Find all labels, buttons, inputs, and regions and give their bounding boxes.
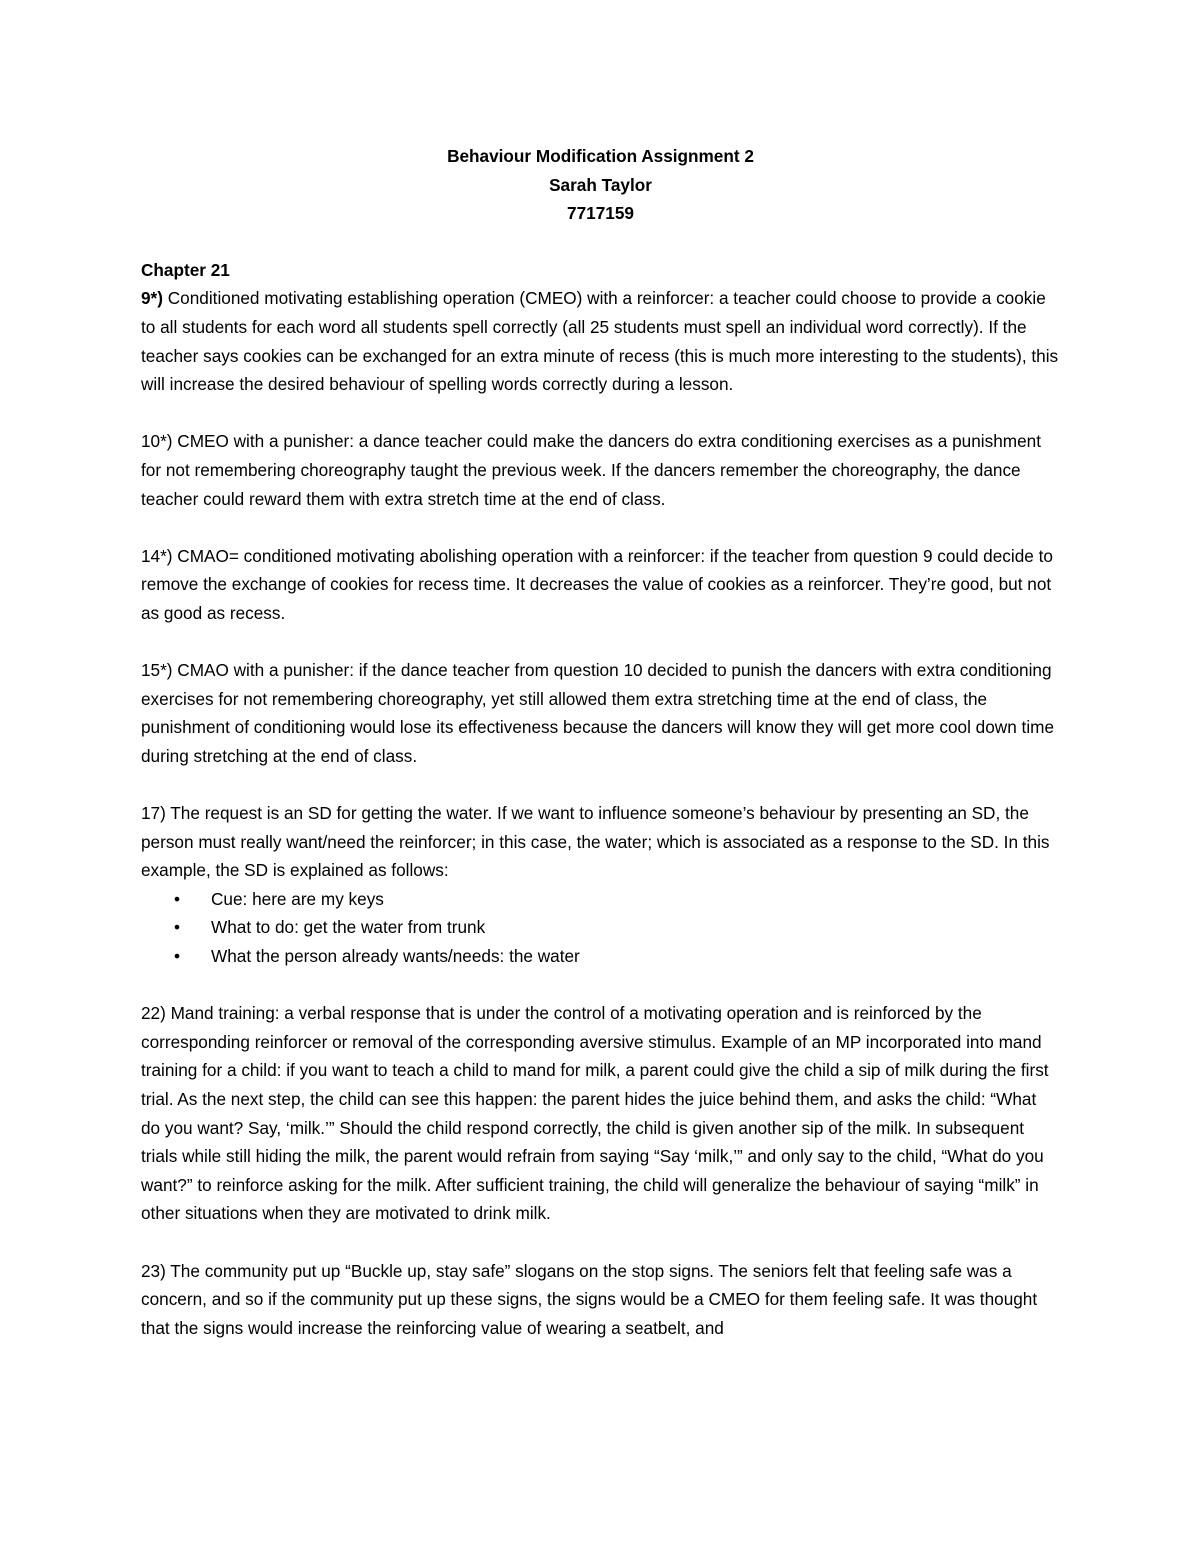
question-number: 17): [141, 803, 166, 824]
list-item-text: Cue: here are my keys: [211, 888, 384, 909]
list-item-text: What to do: get the water from trunk: [211, 917, 486, 938]
question-number: 10*): [141, 431, 173, 452]
list-item: [141, 942, 1060, 971]
answer-paragraph: [141, 656, 1060, 770]
bullet-icon: •: [174, 946, 181, 967]
question-number: 14*): [141, 545, 173, 566]
answer-paragraph: [141, 427, 1060, 513]
answer-paragraph: [141, 799, 1060, 885]
bullet-list: [141, 885, 1060, 971]
answer-paragraph: [141, 1257, 1060, 1343]
question-number: 22): [141, 1003, 166, 1024]
author-name: Sarah Taylor: [549, 174, 652, 195]
document-title: Behaviour Modification Assignment 2: [447, 146, 754, 166]
list-item: [141, 885, 1060, 914]
bullet-icon: •: [174, 888, 181, 909]
student-id: 7717159: [567, 203, 634, 224]
question-number: 9*): [141, 288, 163, 309]
answer-text: The community put up “Buckle up, stay safe” slogans on the stop signs. The seniors felt that feeling safe was a concern, and so if the community put up these signs, the signs would be a CMEO for them feeling safe. It was thought that the signs would increase the reinforcing value of wearing a seatbelt, and: [141, 1260, 1038, 1338]
question-number: 23): [141, 1260, 166, 1281]
list-item-text: What the person already wants/needs: the water: [211, 946, 580, 967]
answer-paragraph: [141, 999, 1060, 1228]
bullet-icon: •: [174, 917, 181, 938]
answer-text: CMAO= conditioned motivating abolishing operation with a reinforcer: if the teacher from question 9 could decide to remove the exchange of cookies for recess time. It decreases the value of cookies as a reinforcer. They’re good, but not as good as recess.: [141, 545, 1053, 623]
document-header: [141, 142, 1060, 228]
answer-paragraph: [141, 542, 1060, 628]
answer-text: The request is an SD for getting the water. If we want to influence someone’s behaviour by presenting an SD, the person must really want/need the reinforcer; in this case, the water; which is associated as a response to the SD. In this example, the SD is explained as follows:: [141, 803, 1050, 881]
answer-text: CMEO with a punisher: a dance teacher could make the dancers do extra conditioning exercises as a punishment for not remembering choreography taught the previous week. If the dancers remember the choreography, the dance teacher could reward them with extra stretch time at the end of class.: [141, 431, 1041, 509]
answer-paragraph: [141, 284, 1060, 398]
answer-text: CMAO with a punisher: if the dance teacher from question 10 decided to punish the dancers with extra conditioning exercises for not remembering choreography, yet still allowed them extra stretching time at the end of class, the punishment of conditioning would lose its effectiveness because the dancers will know they will get more cool down time during stretching at the end of class.: [141, 660, 1055, 766]
chapter-heading: Chapter 21: [141, 259, 230, 280]
question-number: 15*): [141, 660, 173, 681]
list-item: [141, 913, 1060, 942]
answer-text: Conditioned motivating establishing operation (CMEO) with a reinforcer: a teacher could choose to provide a cookie to all students for each word all students spell correctly (all 25 students must spell an individual word correctly). If the teacher says cookies can be exchanged for an extra minute of recess (this is much more interesting to the students), this will increase the desired behaviour of spelling words correctly during a lesson.: [141, 288, 1059, 395]
answer-text: Mand training: a verbal response that is under the control of a motivating operation and is reinforced by the corresponding reinforcer or removal of the corresponding aversive stimulus. Example of an MP incorporated into mand training for a child: if you want to teach a child to mand for milk, a parent could give the child a sip of milk during the first trial. As the next step, the child can see this happen: the parent hides the juice behind them, and asks the child: “What do you want? Say, ‘milk.’” Should the child respond correctly, the child is given another sip of the milk. In subsequent trials while still hiding the milk, the parent would refrain from saying “Say ‘milk,’” and only say to the child, “What do you want?” to reinforce asking for the milk. After sufficient training, the child will generalize the behaviour of saying “milk” in other situations when they are motivated to drink milk.: [141, 1003, 1049, 1224]
